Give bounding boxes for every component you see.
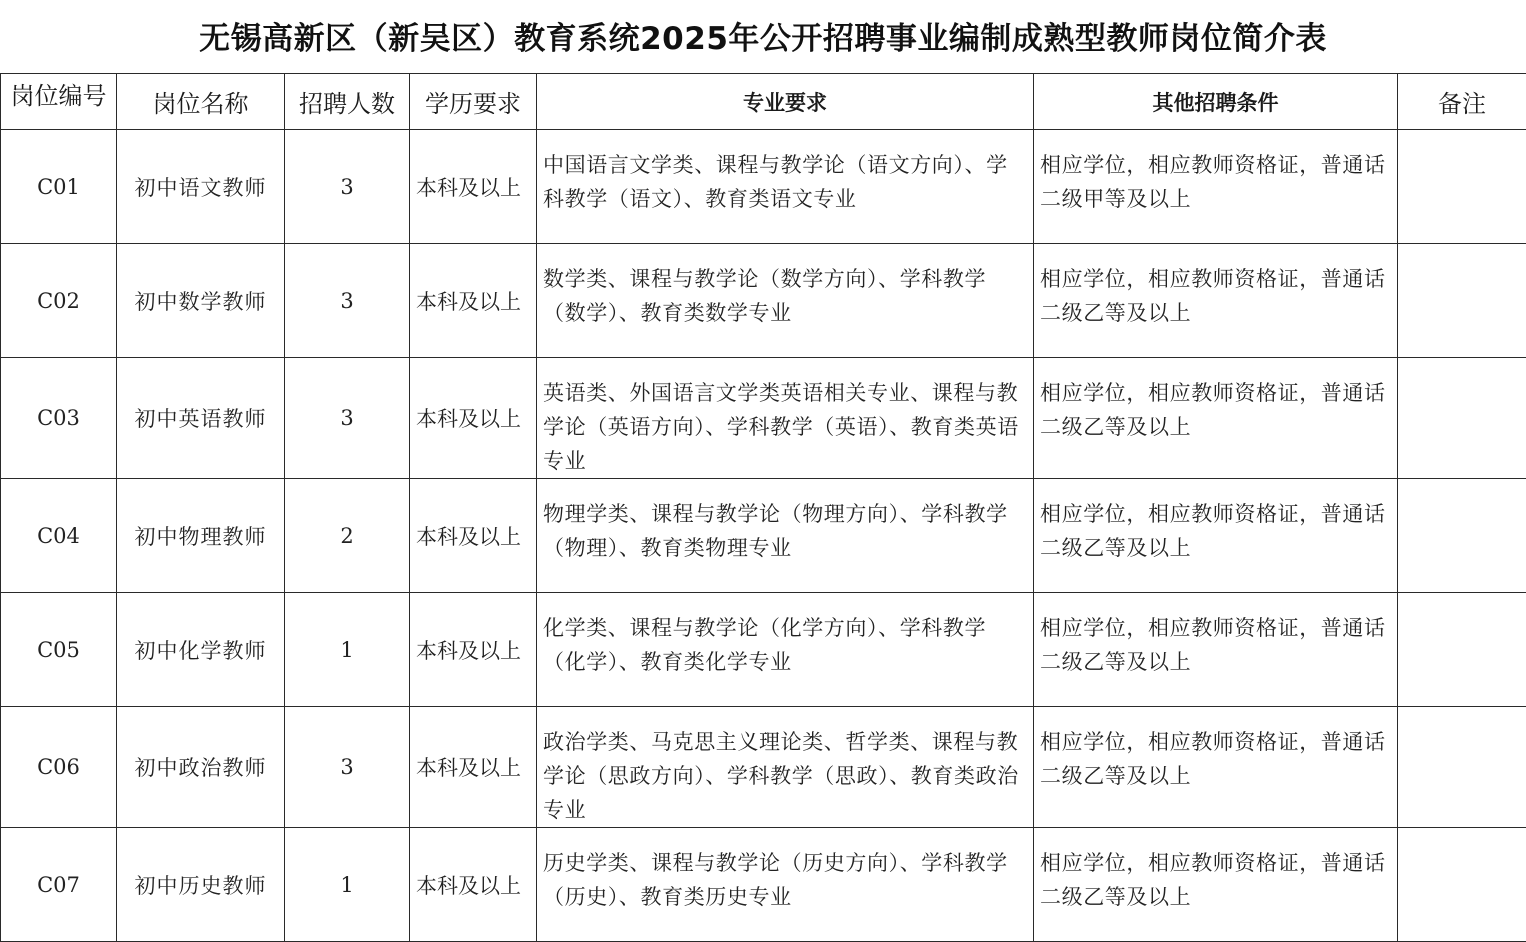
cell-count: 2 [285,479,410,593]
table-row [1,244,1526,358]
cell-note [1398,593,1526,707]
cell-education: 本科及以上 [410,358,537,479]
header-code: 岗位编号 [1,74,117,130]
cell-other: 相应学位，相应教师资格证，普通话二级乙等及以上 [1034,707,1398,828]
cell-major: 政治学类、马克思主义理论类、哲学类、课程与教学论（思政方向）、学科教学（思政）、教育类政治专业 [537,707,1034,828]
cell-other: 相应学位，相应教师资格证，普通话二级甲等及以上 [1034,130,1398,244]
cell-name: 初中物理教师 [117,479,285,593]
cell-code: C02 [1,244,117,358]
cell-count: 3 [285,130,410,244]
table-row [1,130,1526,244]
table-row [1,358,1526,479]
cell-major: 英语类、外国语言文学类英语相关专业、课程与教学论（英语方向）、学科教学（英语）、教育类英语专业 [537,358,1034,479]
cell-name: 初中历史教师 [117,828,285,942]
cell-other: 相应学位，相应教师资格证，普通话二级乙等及以上 [1034,479,1398,593]
header-major: 专业要求 [537,74,1034,130]
cell-education: 本科及以上 [410,828,537,942]
cell-note [1398,828,1526,942]
cell-note [1398,707,1526,828]
cell-major: 中国语言文学类、课程与教学论（语文方向）、学科教学（语文）、教育类语文专业 [537,130,1034,244]
header-education: 学历要求 [410,74,537,130]
cell-note [1398,130,1526,244]
cell-education: 本科及以上 [410,244,537,358]
cell-code: C04 [1,479,117,593]
header-name: 岗位名称 [117,74,285,130]
cell-major: 物理学类、课程与教学论（物理方向）、学科教学（物理）、教育类物理专业 [537,479,1034,593]
cell-other: 相应学位，相应教师资格证，普通话二级乙等及以上 [1034,593,1398,707]
cell-note [1398,358,1526,479]
cell-education: 本科及以上 [410,130,537,244]
positions-table [0,73,1526,942]
cell-count: 3 [285,358,410,479]
cell-name: 初中语文教师 [117,130,285,244]
cell-code: C05 [1,593,117,707]
header-count: 招聘人数 [285,74,410,130]
cell-code: C03 [1,358,117,479]
table-row [1,828,1526,942]
cell-major: 数学类、课程与教学论（数学方向）、学科教学（数学）、教育类数学专业 [537,244,1034,358]
header-other: 其他招聘条件 [1034,74,1398,130]
cell-count: 1 [285,593,410,707]
cell-code: C01 [1,130,117,244]
cell-education: 本科及以上 [410,707,537,828]
cell-note [1398,479,1526,593]
cell-code: C06 [1,707,117,828]
cell-name: 初中政治教师 [117,707,285,828]
cell-other: 相应学位，相应教师资格证，普通话二级乙等及以上 [1034,828,1398,942]
table-row [1,479,1526,593]
table-row [1,593,1526,707]
cell-major: 化学类、课程与教学论（化学方向）、学科教学（化学）、教育类化学专业 [537,593,1034,707]
cell-name: 初中数学教师 [117,244,285,358]
page-title: 无锡高新区（新吴区）教育系统2025年公开招聘事业编制成熟型教师岗位简介表 [0,14,1526,64]
cell-name: 初中英语教师 [117,358,285,479]
cell-code: C07 [1,828,117,942]
cell-count: 1 [285,828,410,942]
cell-note [1398,244,1526,358]
cell-count: 3 [285,707,410,828]
cell-name: 初中化学教师 [117,593,285,707]
cell-major: 历史学类、课程与教学论（历史方向）、学科教学（历史）、教育类历史专业 [537,828,1034,942]
cell-other: 相应学位，相应教师资格证，普通话二级乙等及以上 [1034,358,1398,479]
cell-education: 本科及以上 [410,593,537,707]
header-note: 备注 [1398,74,1526,130]
cell-other: 相应学位，相应教师资格证，普通话二级乙等及以上 [1034,244,1398,358]
cell-count: 3 [285,244,410,358]
cell-education: 本科及以上 [410,479,537,593]
table-row [1,707,1526,828]
table-header-row [1,74,1526,130]
